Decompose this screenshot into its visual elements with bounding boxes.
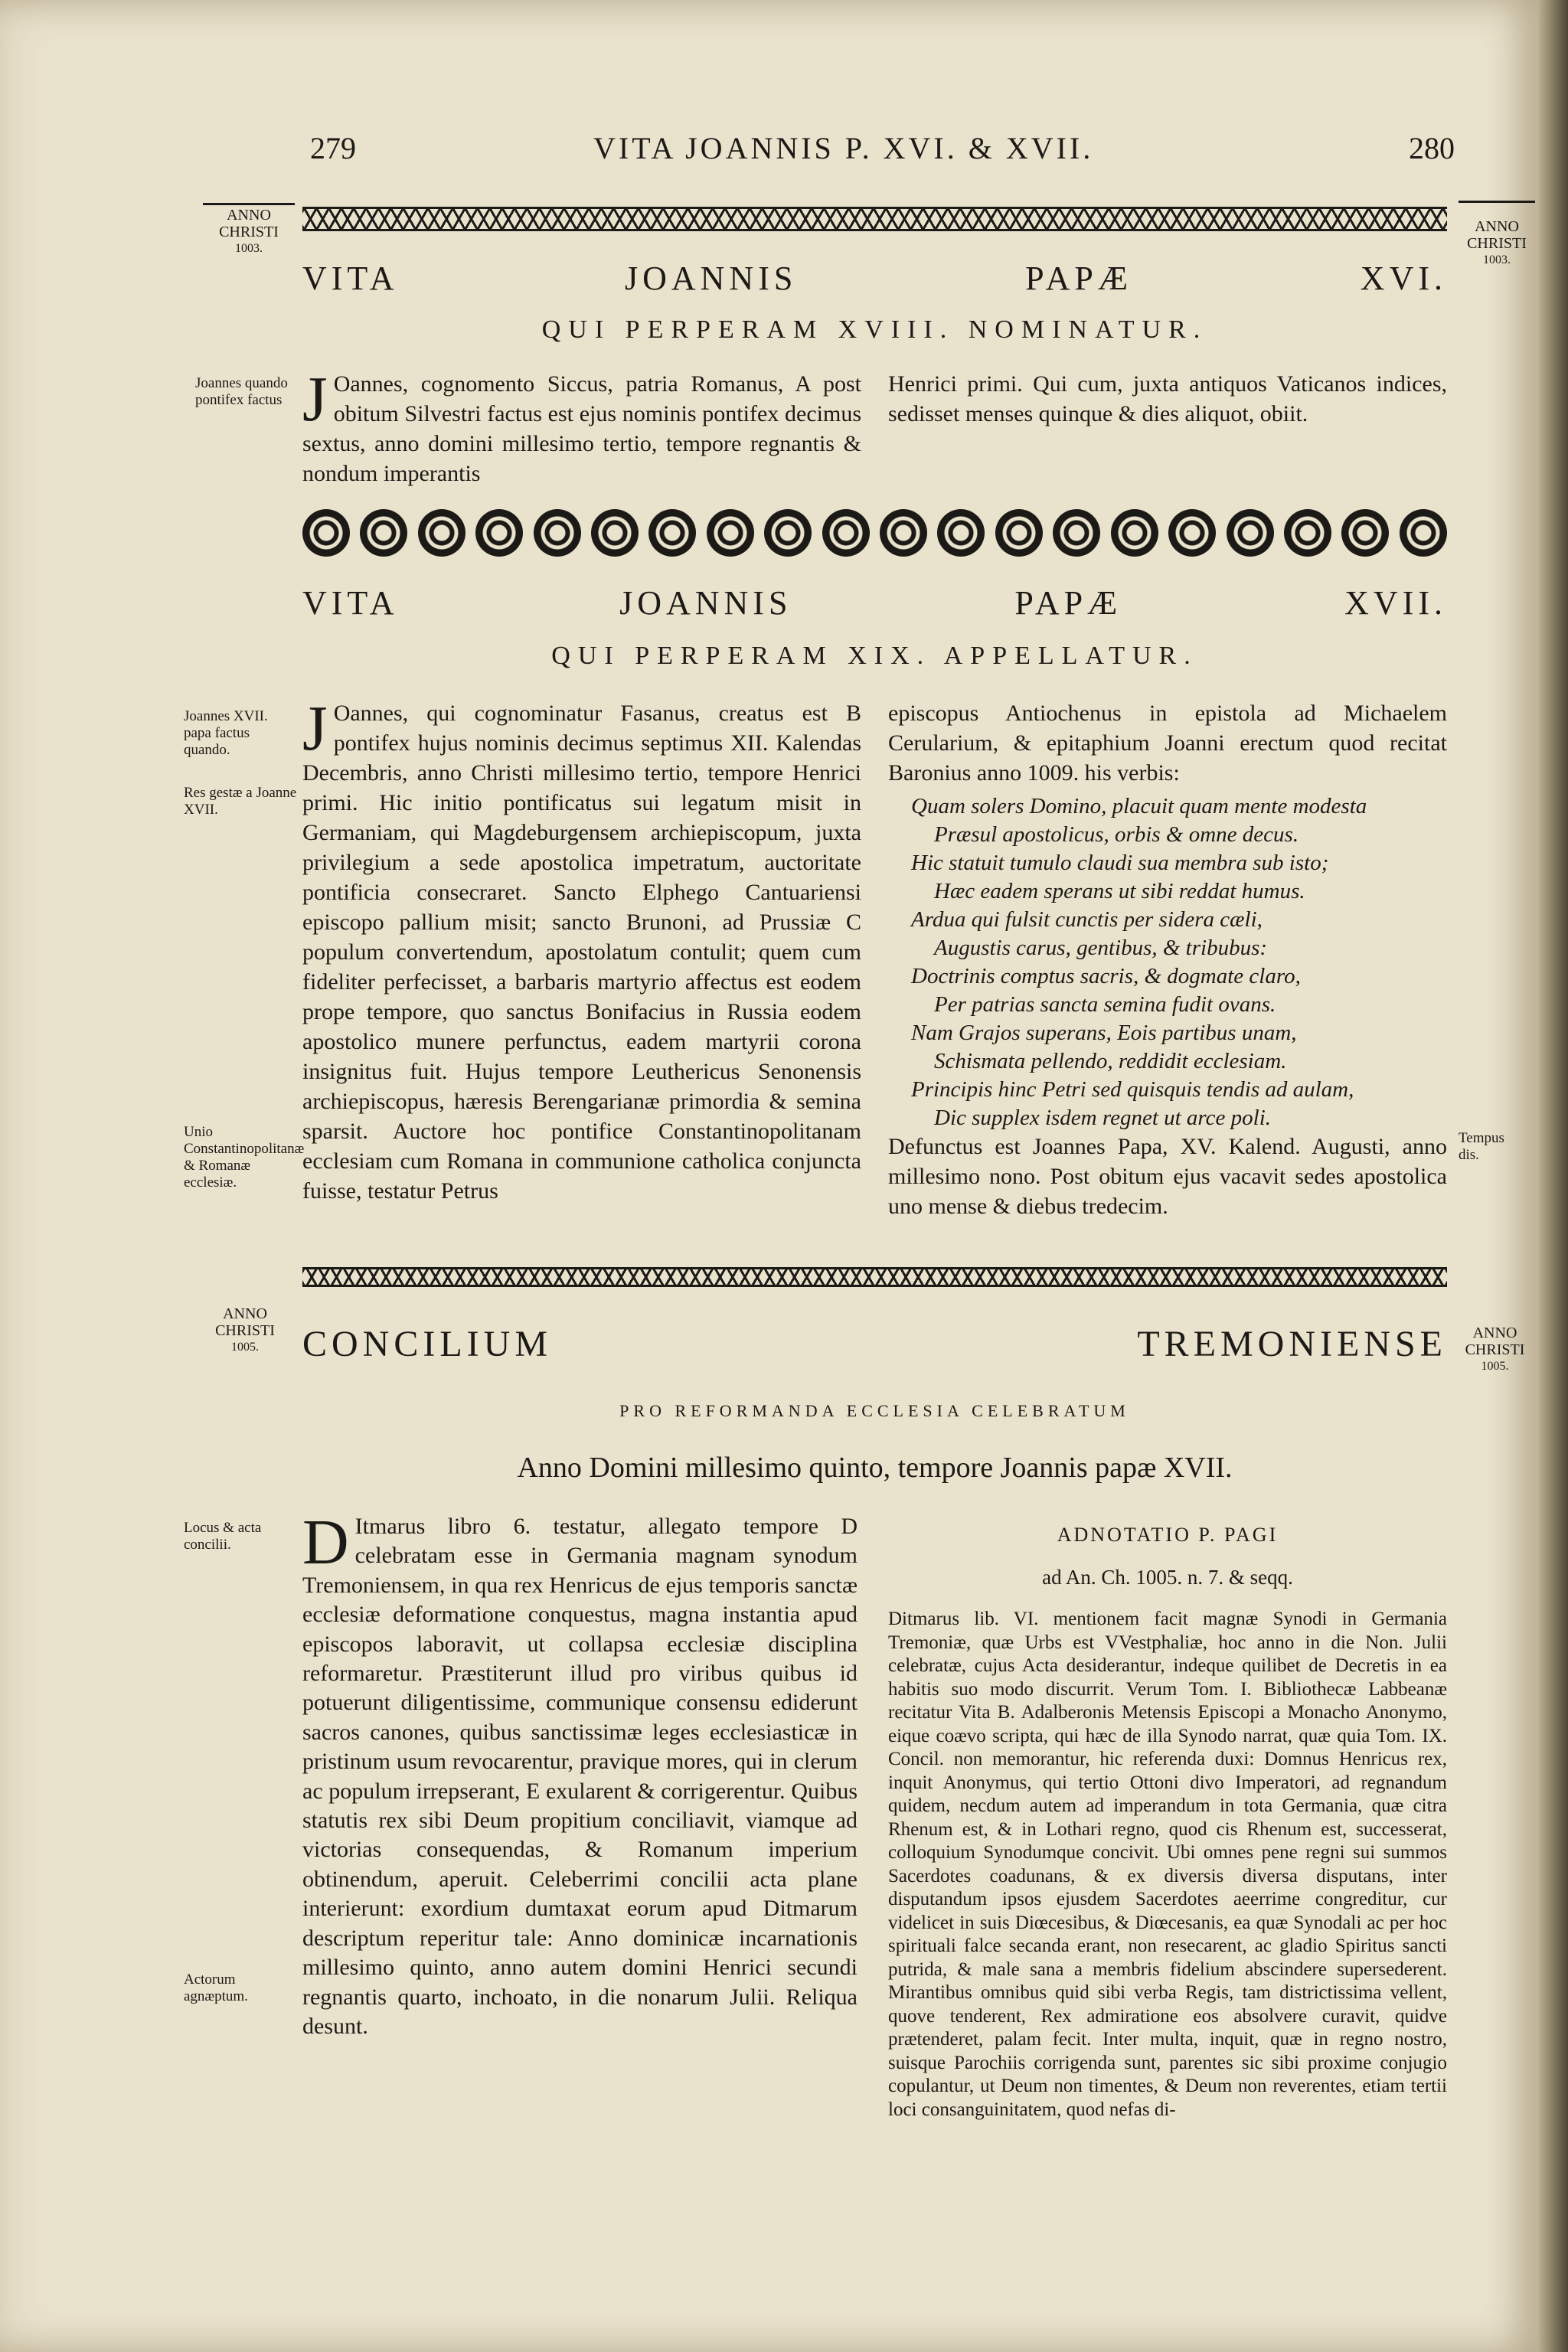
anno-christi-right-1005: ANNO CHRISTI 1005. bbox=[1465, 1325, 1525, 1373]
margin-note: Unio Constantinopolitanæ & Romanæ ecclesiæ. bbox=[184, 1124, 305, 1191]
margin-note: Joannes quando pontifex factus bbox=[195, 375, 288, 408]
anno-christi-left-1003: ANNO CHRISTI 1003. bbox=[219, 207, 279, 255]
section-title: CONCILIUM TREMONIENSE bbox=[302, 1324, 1447, 1364]
note-title: ADNOTATIO P. PAGI bbox=[1057, 1524, 1279, 1546]
margin-note: Locus & acta concilii. bbox=[184, 1520, 262, 1553]
column-left: J Oannes, cognomento Siccus, patria Romanus, A post obitum Silvestri factus est ejus nominis pontifex decimus sextus, anno domini millesimo tertio, tempore regnantis & nondum imperantis bbox=[302, 364, 861, 486]
margin-note: Tempus dis. bbox=[1459, 1130, 1504, 1163]
drop-cap: J bbox=[302, 693, 328, 764]
column-left: D Itmarus libro 6. testatur, allegato tempore D celebratam esse in Germania magnam synodum Tremoniensem, in qua rex Henricus de ejus temporis sanctæ ecclesiæ deformatione conquestus, magna instantia apud episcopos laboravit, ut collapsa ecclesiæ disciplina reformaretur. Præstiterunt illud pro viribus quibus id potuerunt diligentissime, communique consensu ediderunt sacros canones, quibus sanctissimæ leges ecclesiasticæ in pristinum usum revocarentur, pravique mores, qui in clerum ac populum irrepserant, E exularent & corrigerentur. Quibus statutis rex sibi Deum propitium conciliavit, viamque ad victorias consequendas, & Romanum imperium obtinendum, aperuit. Celeberrimi concilii acta plane interierunt: exordium dumtaxat eorum apud Ditmarum descriptum reperitur tale: Anno dominicæ incarnationis millesimo quinto, anno autem domini Henrici secundi regnantis quarto, inchoato, in die nonarum Julii. Reliqua desunt. bbox=[302, 1507, 858, 2039]
column-right-end: Defunctus est Joannes Papa, XV. Kalend. Augusti, anno millesimo nono. Post obitum ejus vacavit sedes apostolica uno mense & diebus tredecim. bbox=[888, 1134, 1447, 1219]
section-subtitle: QUI PERPERAM XIX. APPELLATUR. bbox=[551, 642, 1198, 670]
anno-christi-right-1003: ANNO CHRISTI 1003. bbox=[1467, 218, 1527, 266]
concilium-date-line: Anno Domini millesimo quinto, tempore Joannis papæ XVII. bbox=[517, 1452, 1233, 1484]
margin-note: Actorum agnæptum. bbox=[184, 1971, 248, 2004]
floral-ornament-band bbox=[302, 509, 1447, 558]
divider bbox=[1459, 201, 1535, 203]
divider bbox=[203, 203, 295, 205]
section-title: VITA JOANNIS PAPÆ XVI. bbox=[302, 260, 1447, 297]
note-subtitle: ad An. Ch. 1005. n. 7. & seqq. bbox=[1042, 1566, 1293, 1589]
running-title: VITA JOANNIS P. XVI. & XVII. bbox=[593, 131, 1094, 165]
section-title: VITA JOANNIS PAPÆ XVII. bbox=[302, 584, 1447, 622]
section-subtitle: PRO REFORMANDA ECCLESIA CELEBRATUM bbox=[619, 1401, 1130, 1420]
margin-note: Joannes XVII. papa factus quando. bbox=[184, 708, 268, 758]
epitaph-verses: Quam solers Domino, placuit quam mente modesta Præsul apostolicus, orbis & omne decus. Hic statuit tumulo claudi sua membra sub isto; Hæc eadem sperans ut sibi reddat humus. Ardua qui fulsit cunctis per sidera cæli, Augustis carus, gentibus, & tribubus: Doctrinis comptus sacris, & dogmate claro, Per patrias sancta semina fudit ovans. Nam Grajos superans, Eois partibus unam, Schismata pellendo, reddidit ecclesiam. Principis hinc Petri sed quisquis tendis ad aulam, Dic supplex isdem regnet ut arce poli. bbox=[911, 794, 1367, 1130]
ornament-band bbox=[302, 1267, 1447, 1287]
page-edge bbox=[1539, 0, 1568, 2352]
column-left: J Oannes, qui cognominatur Fasanus, creatus est B pontifex hujus nominis decimus septimus XII. Kalendas Decembris, anno Christi millesimo tertio, tempore Henrici primi. Hic initio pontificatus sui legatum misit in Germaniam, qui Magdeburgensem archiepiscopum, juxta privilegium a sede apostolica impetratum, auctoritate pontificia consecraret. Sancto Elphego Cantuariensi episcopo pallium misit; sancto Brunoni, ad Prussiæ C populum convertendum, apostolatum contulit; quem cum fideliter perfecisset, a barbaris martyrio affectus est eodem prope tempore, quo sanctus Bonifacius in Russia eodem apostolico munere perfunctus, eadem martyrii corona insignitus fuit. Hujus tempore Leuthericus Senonensis archiepiscopus, hæresis Berengarianæ primordia & semina sparsit. Auctore hoc pontifice Constantinopolitanam ecclesiam cum Romana in communione catholica conjuncta fuisse, testatur Petrus bbox=[302, 693, 861, 1204]
ornament-band bbox=[302, 207, 1447, 231]
drop-cap: D bbox=[302, 1507, 349, 1578]
page-number-left: 279 bbox=[310, 131, 356, 165]
margin-note: Res gestæ a Joanne XVII. bbox=[184, 785, 297, 818]
section-subtitle: QUI PERPERAM XVIII. NOMINATUR. bbox=[541, 315, 1208, 344]
drop-cap: J bbox=[302, 364, 328, 435]
page-number-right: 280 bbox=[1409, 131, 1455, 165]
note-text: Ditmarus lib. VI. mentionem facit magnæ Synodi in Germania Tremoniæ, quæ Urbs est VVestphaliæ, hoc anno in die Non. Julii celebratæ, cujus Acta desiderantur, indeque quilibet de Decretis in ea habitis suo modo discurrit. Verum Tom. I. Bibliothecæ Labbeanæ recitatur Vita B. Adalberonis Metensis Episcopi a Monacho Anonymo, eique coævo scripta, qui hæc de illa Synodo narrat, quæ quia Tom. IX. Concil. non memorantur, hic referenda duxi: Domnus Henricus rex, inquit Anonymus, qui tertio Ottoni divo Imperatori, ad regnandum quidem, necdum autem ad imperandum in tota Germania, quæ citra Rhenum est, & in Lothari regno, quod cis Rhenum est, successerat, colloquium Synodumque concivit. Ubi omnes pene regni sui summos Sacerdotes coadunans, & ex diversis diversa disputans, inter disputandum ipsos ejusdem Sacerdotes aeerrime congreditur, cur videlicet in suis Diœcesibus, & Diœcesanis, ea quæ Synodali ac per hoc spirituali falce secanda erant, non resecarent, ac gladio Spiritus sancti putrida, & male sana a membris fidelium abscindere supersederent. Mirantibus omnibus quid sibi verba Regis, tam districtissima vellent, quove tenderent, Rex admiratione eos absolvere curavit, quidve prætenderet, palam fecit. Inter multa, inquit, quæ in regno nostro, suisque Parochiis corrigenda sunt, parentes sic sibi proxime conjugio copulantur, ut Deum non timentes, & Deum non reverentes, etiam tertii loci consanguinitatem, quod nefas di- bbox=[888, 1609, 1447, 2120]
column-right: Henrici primi. Qui cum, juxta antiquos Vaticanos indices, sedisset menses quinque & dies aliquot, obiit. bbox=[888, 371, 1447, 426]
column-right-intro: episcopus Antiochenus in epistola ad Michaelem Cerularium, & epitaphium Joanni erectum quod recitat Baronius anno 1009. his verbis: bbox=[888, 701, 1447, 786]
anno-christi-left-1005: ANNO CHRISTI 1005. bbox=[215, 1305, 275, 1354]
